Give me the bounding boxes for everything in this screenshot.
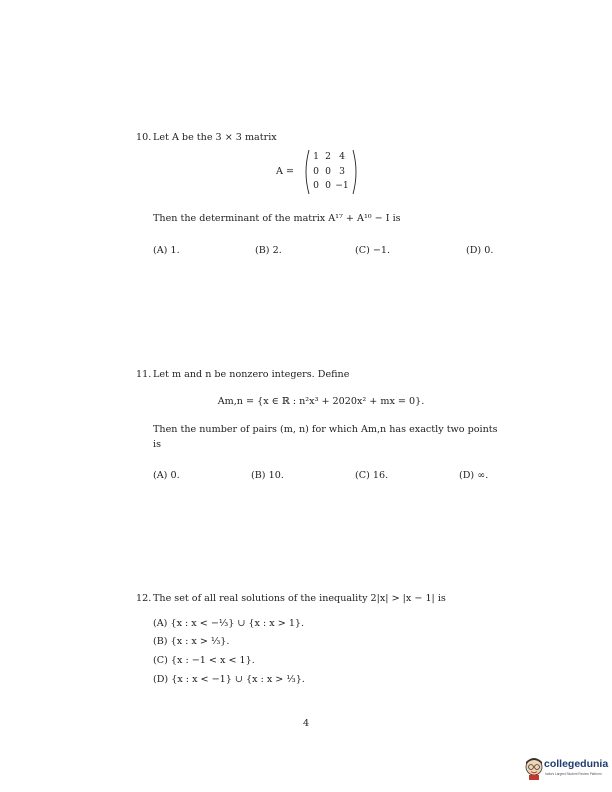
question-11-formula: Am,n = {x ∈ ℝ : n²x³ + 2020x² + mx = 0}. (217, 396, 425, 407)
q11-option-a: (A) 0. (153, 470, 180, 481)
question-11-number: 11. (136, 369, 152, 380)
question-10-text: Let A be the 3 × 3 matrix (153, 132, 277, 143)
matrix-cell: 3 (339, 165, 345, 177)
matrix-grid (310, 150, 350, 194)
matrix-cell: 4 (339, 151, 345, 162)
question-12-text: The set of all real solutions of the inequality 2|x| > |x − 1| is (153, 593, 446, 604)
question-10-number: 10. (136, 132, 152, 143)
question-10 (136, 131, 506, 261)
matrix-label: A = (276, 166, 295, 177)
logo-name: collegedunia (544, 758, 609, 770)
question-12-stem (136, 592, 446, 606)
q10-option-d: (D) 0. (466, 245, 494, 256)
q12-option-b: (B) {x : x > ⅓}. (153, 636, 230, 647)
page-number: 4 (302, 718, 310, 729)
question-11-stem (136, 368, 349, 382)
logo-tagline: India's Largest Student Review Platform (545, 772, 602, 776)
q11-option-b: (B) 10. (251, 470, 284, 481)
q10-option-c: (C) −1. (355, 245, 391, 256)
q11-option-c: (C) 16. (355, 470, 389, 481)
matrix-cell: 2 (325, 151, 331, 162)
question-10-stem (136, 131, 277, 145)
q10-option-b: (B) 2. (255, 245, 282, 256)
q12-option-d: (D) {x : x < −1} ∪ {x : x > ⅓}. (153, 674, 305, 685)
question-10-followup: Then the determinant of the matrix A¹⁷ + A¹⁰ − I is (153, 213, 401, 224)
right-paren-icon (352, 149, 360, 195)
question-11-followup-line1: Then the number of pairs (m, n) for which Am,n has exactly two points (153, 424, 498, 435)
question-12-number: 12. (136, 593, 152, 604)
q12-option-a: (A) {x : x < −⅓} ∪ {x : x > 1}. (153, 618, 305, 629)
matrix-cell: 0 (325, 165, 331, 177)
q12-option-c: (C) {x : −1 < x < 1}. (153, 655, 255, 666)
q10-option-a: (A) 1. (153, 245, 180, 256)
question-12 (136, 592, 506, 702)
left-paren-icon (302, 149, 310, 195)
question-11-followup-line2: is (153, 439, 161, 450)
matrix-cell: 0 (313, 180, 319, 191)
matrix-cell: −1 (335, 180, 349, 191)
question-11 (136, 368, 506, 488)
q11-option-d: (D) ∞. (459, 470, 489, 481)
collegedunia-logo (524, 755, 612, 785)
matrix-cell: 0 (313, 165, 319, 177)
matrix-cell: 0 (325, 180, 331, 191)
mascot-icon (524, 757, 544, 781)
matrix-cell: 1 (313, 151, 319, 162)
question-11-text: Let m and n be nonzero integers. Define (153, 369, 350, 380)
